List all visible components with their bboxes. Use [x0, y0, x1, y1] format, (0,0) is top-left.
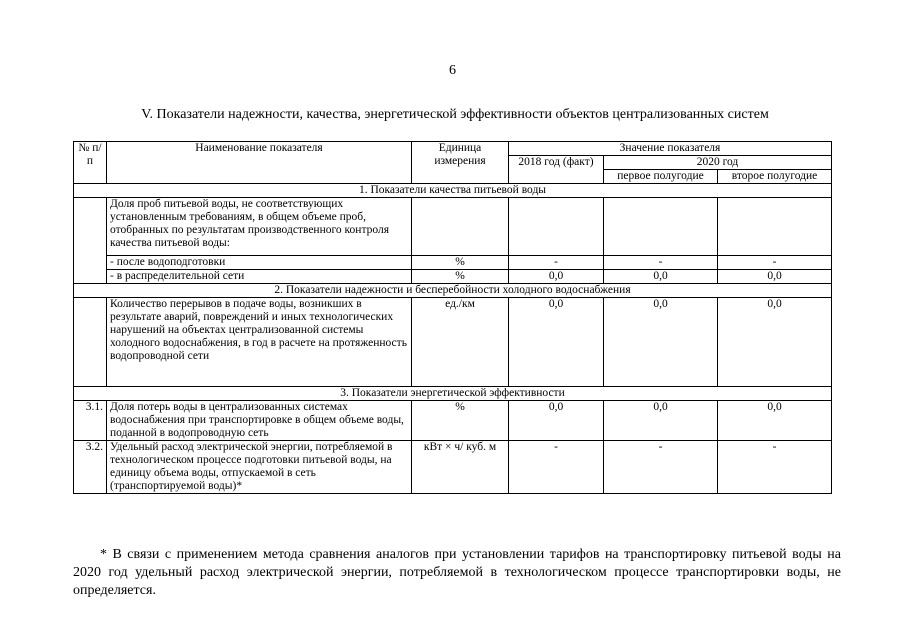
section-3-title: 3. Показатели энергетической эффективности — [74, 387, 832, 401]
row-2-name: Количество перерывов в подаче воды, возникших в результате аварий, повреждений и иных технологических нарушений на объектах централизованной системы холодного водоснабжения, в год в расчете на протяженность водопроводной сети — [107, 298, 412, 387]
row-1b-h1: 0,0 — [604, 270, 718, 284]
row-32-name: Удельный расход электрической энергии, потребляемой в технологическом процессе подготовки питьевой воды, на единицу объема воды, отпускаемой в сеть (транспортируемой воды)* — [107, 441, 412, 494]
section-1-title: 1. Показатели качества питьевой воды — [74, 184, 832, 198]
row-1a-unit: % — [412, 256, 509, 270]
header-num: № п/п — [74, 142, 107, 184]
row-2-h1: 0,0 — [604, 298, 718, 387]
table-row — [74, 270, 832, 284]
row-1-unit — [412, 198, 509, 256]
page-number: 6 — [449, 63, 456, 78]
row-1a-name: - после водоподготовки — [107, 256, 412, 270]
row-31-2018: 0,0 — [509, 401, 604, 441]
row-1-2018 — [509, 198, 604, 256]
row-1a-h1: - — [604, 256, 718, 270]
row-32-num: 3.2. — [74, 441, 107, 494]
header-value: Значение показателя — [509, 142, 832, 156]
table-row — [74, 298, 832, 387]
row-31-unit: % — [412, 401, 509, 441]
section-title: V. Показатели надежности, качества, энергетической эффективности объектов централизованных систем — [141, 107, 769, 122]
row-1b-name: - в распределительной сети — [107, 270, 412, 284]
row-31-h1: 0,0 — [604, 401, 718, 441]
table-row — [74, 401, 832, 441]
header-2020: 2020 год — [604, 156, 832, 170]
section-row — [74, 387, 832, 401]
header-unit: Единица измерения — [412, 142, 509, 184]
row-32-2018: - — [509, 441, 604, 494]
section-row — [74, 184, 832, 198]
row-32-h1: - — [604, 441, 718, 494]
row-1-name: Доля проб питьевой воды, не соответствующих установленным требованиям, в общем объеме проб, отобранных по результатам производственного контроля качества питьевой воды: — [107, 198, 412, 256]
table-row — [74, 441, 832, 494]
row-2-num — [74, 298, 107, 387]
row-2-unit: ед./км — [412, 298, 509, 387]
row-num-empty — [74, 198, 107, 284]
row-2-h2: 0,0 — [718, 298, 832, 387]
footnote: * В связи с применением метода сравнения аналогов при установлении тарифов на транспортировку питьевой воды на 2020 год удельный расход электрической энергии, потребляемой в технологическом процессе транспортировки воды, не определяется. — [73, 547, 841, 598]
row-32-h2: - — [718, 441, 832, 494]
header-name: Наименование показателя — [107, 142, 412, 184]
row-31-name: Доля потерь воды в централизованных системах водоснабжения при транспортировке в общем объеме воды, поданной в водопроводную сеть — [107, 401, 412, 441]
row-1a-2018: - — [509, 256, 604, 270]
row-1-h2 — [718, 198, 832, 256]
row-31-h2: 0,0 — [718, 401, 832, 441]
section-row — [74, 284, 832, 298]
header-second-half: второе полугодие — [718, 170, 832, 184]
section-2-title: 2. Показатели надежности и бесперебойности холодного водоснабжения — [74, 284, 832, 298]
row-31-num: 3.1. — [74, 401, 107, 441]
header-2018: 2018 год (факт) — [509, 156, 604, 184]
header-row — [74, 142, 832, 156]
row-2-2018: 0,0 — [509, 298, 604, 387]
table-row — [74, 198, 832, 256]
table-row — [74, 256, 832, 270]
header-first-half: первое полугодие — [604, 170, 718, 184]
row-1a-h2: - — [718, 256, 832, 270]
row-1b-2018: 0,0 — [509, 270, 604, 284]
indicators-table — [73, 141, 832, 494]
row-1b-unit: % — [412, 270, 509, 284]
row-1-h1 — [604, 198, 718, 256]
row-1b-h2: 0,0 — [718, 270, 832, 284]
row-32-unit: кВт × ч/ куб. м — [412, 441, 509, 494]
